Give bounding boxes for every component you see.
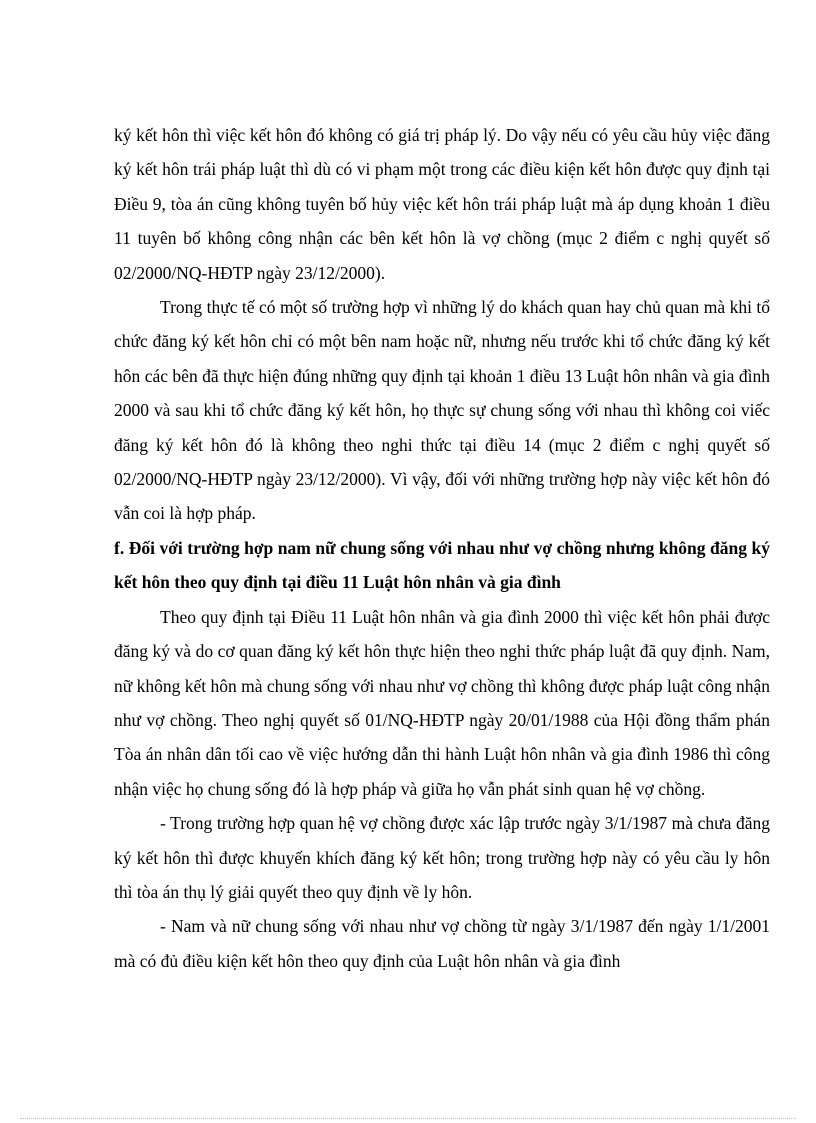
paragraph-5: - Nam và nữ chung sống với nhau như vợ chồng từ ngày 3/1/1987 đến ngày 1/1/2001 mà có đủ điều kiện kết hôn theo quy định của Luật hôn nhân và gia đình <box>114 916 770 971</box>
page-bottom-divider <box>20 1118 796 1119</box>
section-heading-f: f. Đối với trường hợp nam nữ chung sống với nhau như vợ chồng nhưng không đăng ký kết hôn theo quy định tại điều 11 Luật hôn nhân và gia đình <box>114 537 770 593</box>
document-page <box>114 118 770 978</box>
paragraph-4: - Trong trường hợp quan hệ vợ chồng được xác lập trước ngày 3/1/1987 mà chưa đăng ký kết hôn thì được khuyến khích đăng ký kết hôn; trong trường hợp này có yêu cầu ly hôn thì tòa án thụ lý giải quyết theo quy định về ly hôn. <box>114 813 770 902</box>
paragraph-2: Trong thực tế có một số trường hợp vì những lý do khách quan hay chủ quan mà khi tổ chức đăng ký kết hôn chỉ có một bên nam hoặc nữ, nhưng nếu trước khi tổ chức đăng ký kết hôn các bên đã thực hiện đúng những quy định tại khoản 1 điều 13 Luật hôn nhân và gia đình 2000 và sau khi tổ chức đăng ký kết hôn, họ thực sự chung sống với nhau thì không coi viếc đăng ký kết hôn đó là không theo nghi thức tại điều 14 (mục 2 điểm c nghị quyết số 02/2000/NQ-HĐTP ngày 23/12/2000). Vì vậy, đối với những trường hợp này việc kết hôn đó vẫn coi là hợp pháp. <box>114 297 770 524</box>
paragraph-1: ký kết hôn thì việc kết hôn đó không có giá trị pháp lý. Do vậy nếu có yêu cầu hủy việc đăng ký kết hôn trái pháp luật thì dù có vi phạm một trong các điều kiện kết hôn được quy định tại Điều 9, tòa án cũng không tuyên bố hủy việc kết hôn trái pháp luật mà áp dụng khoản 1 điều 11 tuyên bố không công nhận các bên kết hôn là vợ chồng (mục 2 điểm c nghị quyết số 02/2000/NQ-HĐTP ngày 23/12/2000). <box>114 125 770 283</box>
paragraph-3: Theo quy định tại Điều 11 Luật hôn nhân và gia đình 2000 thì việc kết hôn phải được đăng ký và do cơ quan đăng ký kết hôn thực hiện theo nghi thức pháp luật đã quy định. Nam, nữ không kết hôn mà chung sống với nhau như vợ chồng thì không được pháp luật công nhận như vợ chồng. Theo nghị quyết số 01/NQ-HĐTP ngày 20/01/1988 của Hội đồng thẩm phán Tòa án nhân dân tối cao về việc hướng dẫn thi hành Luật hôn nhân và gia đình 1986 thì công nhận việc họ chung sống đó là hợp pháp và giữa họ vẫn phát sinh quan hệ vợ chồng. <box>114 606 770 799</box>
